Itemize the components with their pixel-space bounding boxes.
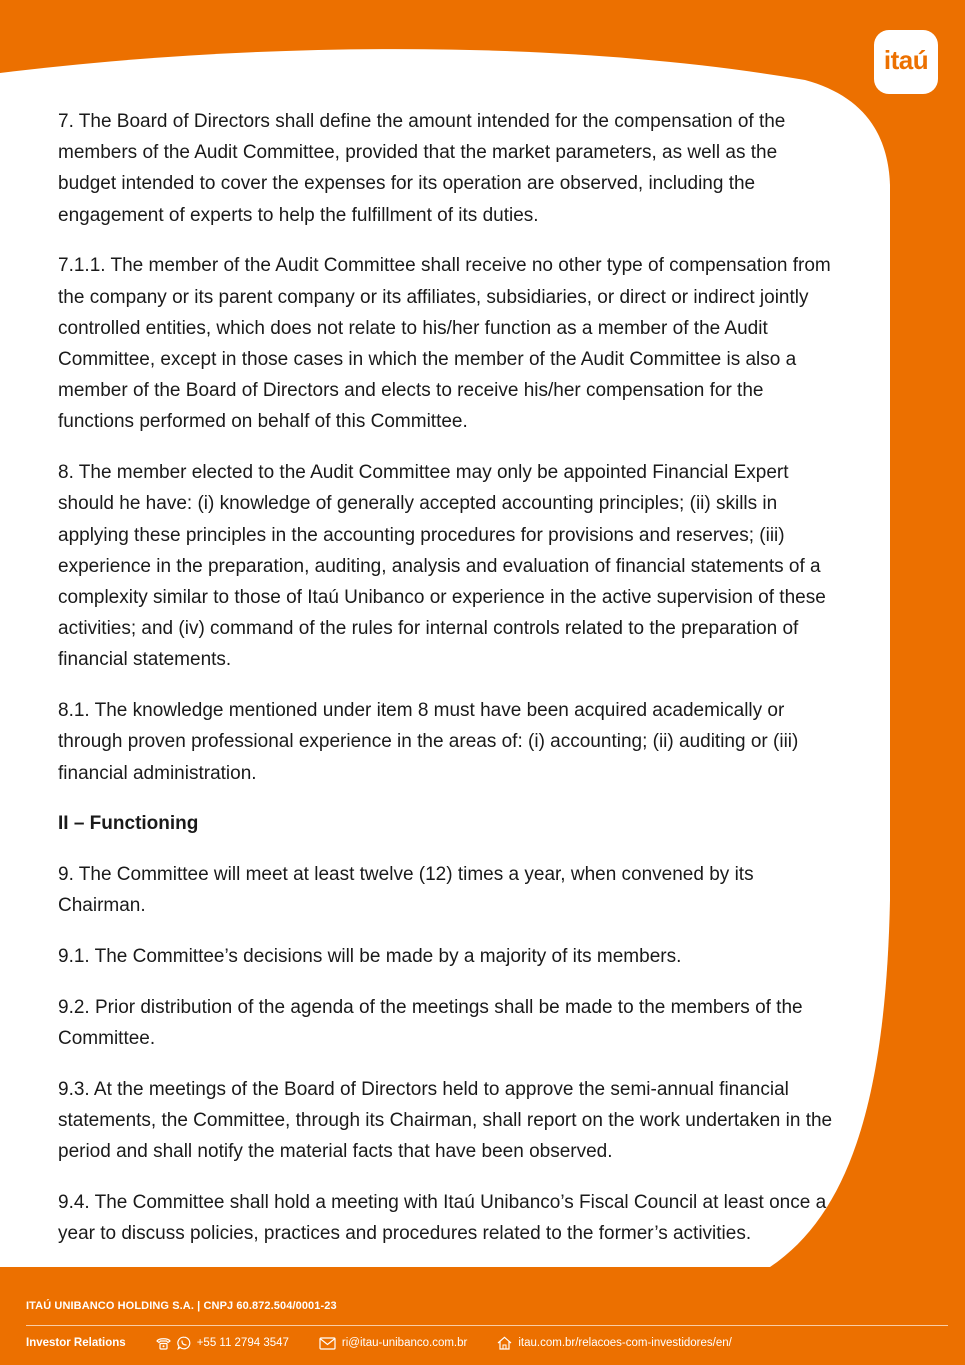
paragraph-9-1: 9.1. The Committee’s decisions will be made by a majority of its members. xyxy=(58,946,682,968)
document-body xyxy=(58,106,833,1269)
footer-divider xyxy=(26,1325,948,1326)
investor-relations-label: Investor Relations xyxy=(26,1337,126,1349)
website-url: itau.com.br/relacoes-com-investidores/en/ xyxy=(518,1337,732,1349)
paragraph-9-3: 9.3. At the meetings of the Board of Directors held to approve the semi-annual financial statements, the Committee, through its Chairman, shall report on the work undertaken in the period and shall notify the material facts that have been observed. xyxy=(58,1079,833,1163)
paragraph-7: 7. The Board of Directors shall define the amount intended for the compensation of the members of the Audit Committee, provided that the market parameters, as well as the budget intended to cover the expenses for its operation are observed, including the engagement of experts to help the fulfillment of its duties. xyxy=(58,111,786,226)
paragraph-8: 8. The member elected to the Audit Committee may only be appointed Financial Expert should he have: (i) knowledge of generally accepted accounting principles; (ii) skills in applying these principles in the accounting procedures for provisions and reserves; (iii) experience in the preparation, auditing, analysis and evaluation of financial statements of a complexity similar to those of Itaú Unibanco or experience in the active supervision of these activities; and (iv) command of the rules for internal controls related to the preparation of financial statements. xyxy=(58,462,826,671)
footer-contacts xyxy=(26,1333,732,1353)
email-contact[interactable] xyxy=(319,1337,467,1350)
paragraph-8-1: 8.1. The knowledge mentioned under item 8 must have been acquired academically or through proven professional experience in the areas of: (i) accounting; (ii) auditing or (iii) financial administration. xyxy=(58,700,799,784)
website-link[interactable] xyxy=(497,1336,731,1350)
home-icon xyxy=(497,1336,512,1350)
footer-company: ITAÚ UNIBANCO HOLDING S.A. | CNPJ 60.872.504/0001-23 xyxy=(26,1300,337,1312)
section-heading: II – Functioning xyxy=(58,813,199,835)
whatsapp-icon xyxy=(177,1336,191,1350)
email-address: ri@itau-unibanco.com.br xyxy=(341,1337,468,1349)
phone-icon xyxy=(156,1337,171,1350)
paragraph-9: 9. The Committee will meet at least twelve (12) times a year, when convened by its Chairman. xyxy=(58,864,754,917)
itau-logo xyxy=(874,30,938,94)
phone-number: +55 11 2794 3547 xyxy=(196,1337,289,1349)
logo-text: itaú xyxy=(883,44,929,75)
paragraph-9-2: 9.2. Prior distribution of the agenda of the meetings shall be made to the members of the Committee. xyxy=(58,997,803,1050)
phone-contact[interactable] xyxy=(156,1336,289,1350)
paragraph-9-4: 9.4. The Committee shall hold a meeting with Itaú Unibanco’s Fiscal Council at least once a year to discuss policies, practices and procedures related to the former’s activities. xyxy=(58,1192,827,1245)
mail-icon xyxy=(319,1337,336,1350)
paragraph-7-1-1: 7.1.1. The member of the Audit Committee shall receive no other type of compensation from the company or its parent company or its affiliates, subsidiaries, or direct or indirect jointly controlled entities, which does not relate to his/her function as a member of the Audit Committee, except in those cases in which the member of the Audit Committee is also a member of the Board of Directors and elects to receive his/her compensation for the functions performed on behalf of this Committee. xyxy=(58,255,831,433)
